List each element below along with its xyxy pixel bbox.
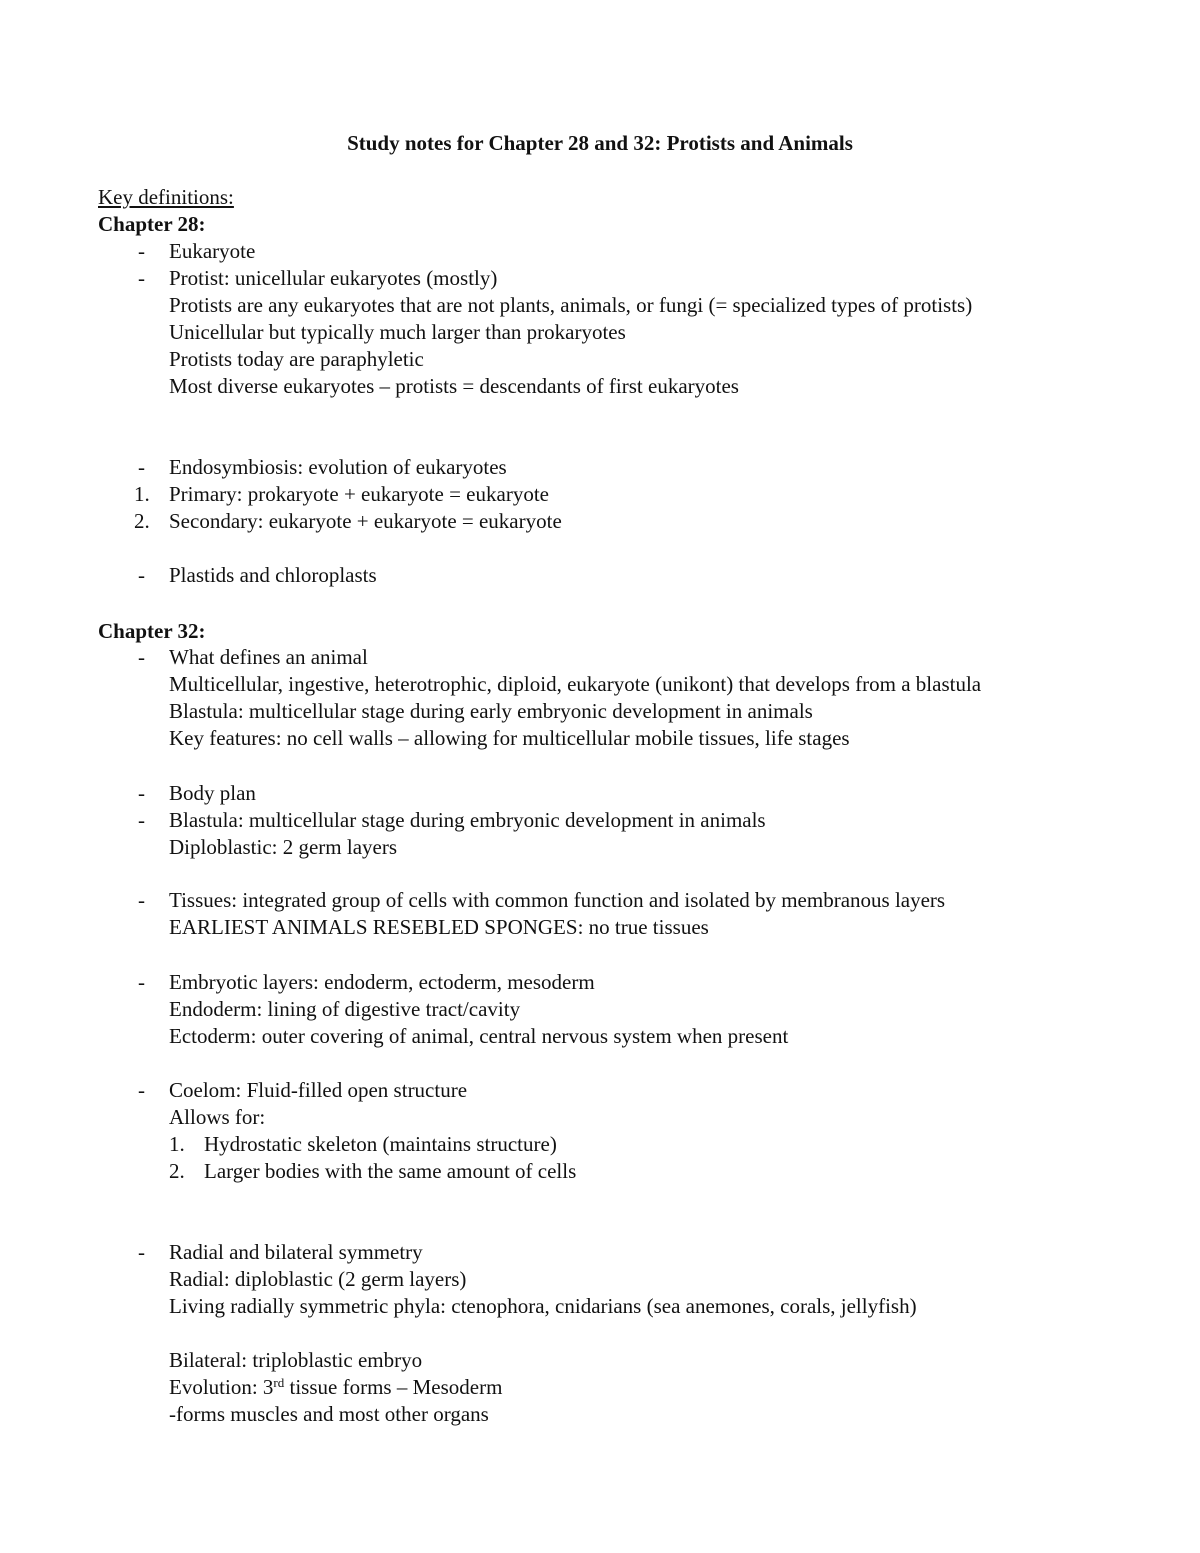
animal-note: Multicellular, ingestive, heterotrophic, diploid, eukaryote (unikont) that develops from a blastula (169, 672, 982, 696)
protist-note: Unicellular but typically much larger than prokaryotes (169, 320, 626, 344)
bullet-dash: - (138, 808, 145, 832)
sponges-note: EARLIEST ANIMALS RESEBLED SPONGES: no true tissues (169, 915, 709, 939)
endosymbiosis-type: Secondary: eukaryote + eukaryote = eukaryote (169, 509, 562, 533)
radial-note: Radial: diploblastic (2 germ layers) (169, 1267, 467, 1291)
evolution-superscript: rd (273, 1375, 285, 1390)
list-number: 1. (169, 1132, 185, 1156)
item-tissues: Tissues: integrated group of cells with common function and isolated by membranous layers (169, 888, 946, 912)
item-eukaryote: Eukaryote (169, 239, 256, 263)
bullet-dash: - (138, 781, 145, 805)
diploblastic-note: Diploblastic: 2 germ layers (169, 835, 398, 859)
item-coelom: Coelom: Fluid-filled open structure (169, 1078, 468, 1102)
ectoderm-note: Ectoderm: outer covering of animal, central nervous system when present (169, 1024, 789, 1048)
item-endosymbiosis: Endosymbiosis: evolution of eukaryotes (169, 455, 507, 479)
muscles-note: -forms muscles and most other organs (169, 1402, 489, 1426)
list-number: 2. (169, 1159, 185, 1183)
bilateral-note: Bilateral: triploblastic embryo (169, 1348, 423, 1372)
bullet-dash: - (138, 970, 145, 994)
list-number: 2. (134, 509, 150, 533)
item-protist: Protist: unicellular eukaryotes (mostly) (169, 266, 498, 290)
animal-note: Key features: no cell walls – allowing for multicellular mobile tissues, life stages (169, 726, 850, 750)
radial-phyla-note: Living radially symmetric phyla: ctenophora, cnidarians (sea anemones, corals, jellyfish) (169, 1294, 917, 1318)
animal-note: Blastula: multicellular stage during early embryonic development in animals (169, 699, 813, 723)
bullet-dash: - (138, 266, 145, 290)
item-body-plan: Body plan (169, 781, 256, 805)
protist-note: Protists today are paraphyletic (169, 347, 424, 371)
bullet-dash: - (138, 239, 145, 263)
evolution-note (169, 1374, 502, 1401)
key-definitions-heading: Key definitions: (98, 185, 234, 209)
item-plastids: Plastids and chloroplasts (169, 563, 377, 587)
endosymbiosis-type: Primary: prokaryote + eukaryote = eukaryote (169, 482, 549, 506)
bullet-dash: - (138, 563, 145, 587)
chapter-28-heading: Chapter 28: (98, 212, 206, 236)
coelom-point: Larger bodies with the same amount of cells (204, 1159, 577, 1183)
bullet-dash: - (138, 455, 145, 479)
protist-note: Protists are any eukaryotes that are not plants, animals, or fungi (= specialized types of protists) (169, 293, 973, 317)
item-animal: What defines an animal (169, 645, 368, 669)
bullet-dash: - (138, 645, 145, 669)
chapter-32-heading: Chapter 32: (98, 619, 206, 643)
evolution-suffix: tissue forms – Mesoderm (284, 1375, 503, 1399)
item-blastula: Blastula: multicellular stage during embryonic development in animals (169, 808, 766, 832)
bullet-dash: - (138, 1078, 145, 1102)
allows-for: Allows for: (169, 1105, 266, 1129)
evolution-prefix: Evolution: 3 (169, 1375, 274, 1399)
item-embryotic-layers: Embryotic layers: endoderm, ectoderm, mesoderm (169, 970, 595, 994)
coelom-point: Hydrostatic skeleton (maintains structure) (204, 1132, 557, 1156)
bullet-dash: - (138, 888, 145, 912)
endoderm-note: Endoderm: lining of digestive tract/cavity (169, 997, 521, 1021)
bullet-dash: - (138, 1240, 145, 1264)
item-symmetry: Radial and bilateral symmetry (169, 1240, 423, 1264)
document-title: Study notes for Chapter 28 and 32: Protists and Animals (347, 131, 853, 155)
protist-note: Most diverse eukaryotes – protists = descendants of first eukaryotes (169, 374, 739, 398)
list-number: 1. (134, 482, 150, 506)
